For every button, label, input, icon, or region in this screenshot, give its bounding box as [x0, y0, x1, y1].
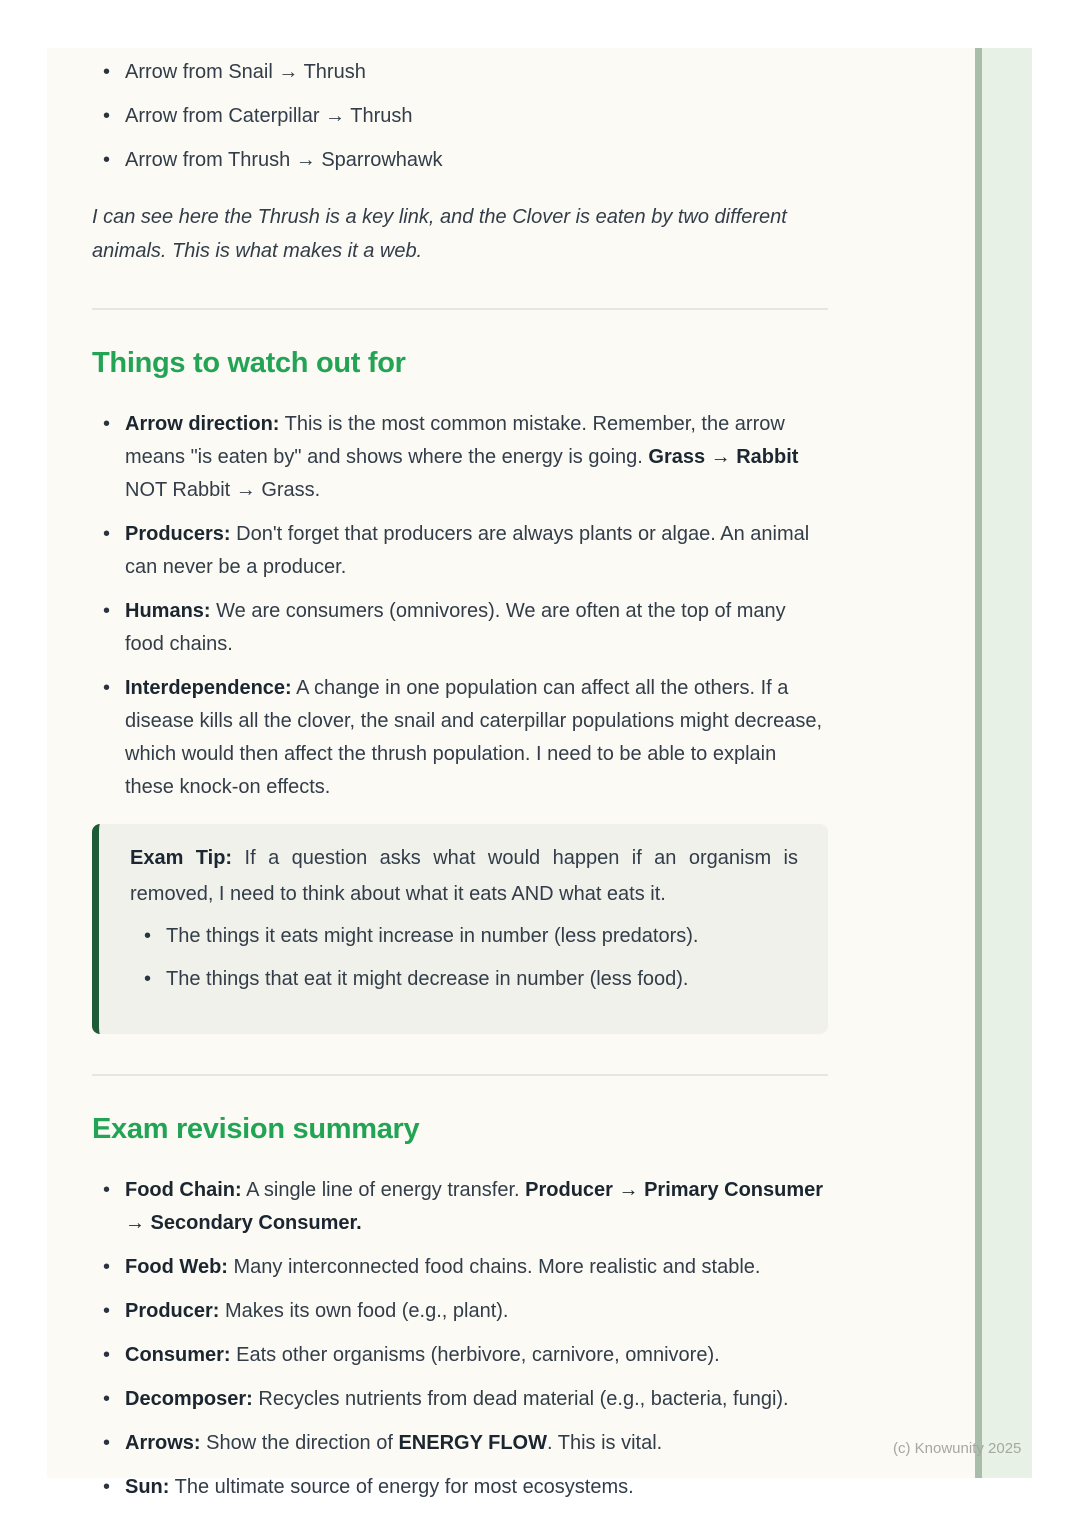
list-item — [92, 408, 828, 507]
list-item: • The things it eats might increase in number (less predators). — [130, 920, 798, 953]
item-text: This is the most common mistake. Remember, the arrow means "is eaten by" and shows where the energy is going. — [125, 413, 785, 468]
list-item — [92, 1251, 828, 1284]
item-text: Show the direction of — [200, 1432, 399, 1454]
item-bold-text: ENERGY FLOW — [398, 1432, 547, 1454]
heading-exam-revision-summary: Exam revision summary — [92, 1113, 420, 1145]
item-text: Recycles nutrients from dead material (e.g., bacteria, fungi). — [252, 1388, 789, 1410]
list-item — [92, 1295, 828, 1328]
list-item — [92, 1471, 828, 1504]
item-lead: Humans: — [125, 600, 211, 622]
exam-tip-callout — [92, 824, 828, 1034]
item-lead: Producer: — [125, 1300, 220, 1322]
section-divider — [92, 308, 828, 310]
item-lead: Food Chain: — [125, 1179, 242, 1201]
item-lead: Decomposer: — [125, 1388, 253, 1410]
list-item: • Arrow from Caterpillar → Thrush — [92, 100, 828, 133]
summary-list — [92, 1174, 828, 1504]
list-item — [92, 595, 828, 661]
item-bold-text: Grass → Rabbit — [648, 446, 799, 468]
list-item: • Arrow from Thrush → Sparrowhawk — [92, 144, 828, 177]
callout-lead-text: If a question asks what would happen if an organism is removed, I need to think about what it eats AND what eats it. — [130, 847, 798, 905]
list-item — [92, 1339, 828, 1372]
item-lead: Producers: — [125, 523, 231, 545]
item-lead: Arrows: — [125, 1432, 201, 1454]
item-text: Makes its own food (e.g., plant). — [219, 1300, 509, 1322]
item-text: Don't forget that producers are always plants or algae. An animal can never be a producer. — [125, 523, 810, 578]
watch-list — [92, 408, 828, 804]
item-lead: Consumer: — [125, 1344, 231, 1366]
list-item — [92, 672, 828, 804]
item-text: The ultimate source of energy for most ecosystems. — [169, 1476, 634, 1498]
copyright-watermark: (c) Knowunity 2025 — [893, 1440, 1022, 1457]
list-item: • The things that eat it might decrease in number (less food). — [130, 963, 798, 996]
italic-note: I can see here the Thrush is a key link, and the Clover is eaten by two different animals. This is what makes it a web. — [92, 206, 787, 262]
callout-lead-label: Exam Tip: — [130, 847, 233, 869]
list-item: • Arrow from Snail → Thrush — [92, 56, 828, 89]
list-item — [92, 1174, 828, 1240]
item-text: A change in one population can affect all the others. If a disease kills all the clover, the snail and caterpillar populations might decrease, which would then affect the thrush population. I need to be able to explain these knock-on effects. — [125, 677, 823, 798]
item-bold-text: Producer → Primary Consumer → Secondary Consumer. — [125, 1179, 824, 1234]
item-text: A single line of energy transfer. — [241, 1179, 526, 1201]
page-content — [92, 48, 828, 1515]
item-text: We are consumers (omnivores). We are often at the top of many food chains. — [125, 600, 786, 655]
item-lead: Sun: — [125, 1476, 170, 1498]
item-text: Eats other organisms (herbivore, carnivore, omnivore). — [230, 1344, 720, 1366]
list-item — [92, 1383, 828, 1416]
list-item — [92, 1427, 828, 1460]
page-edge-strip — [975, 48, 1032, 1478]
item-text: . This is vital. — [547, 1432, 663, 1454]
arrow-list — [92, 56, 828, 177]
item-lead: Food Web: — [125, 1256, 228, 1278]
item-text: NOT Rabbit → Grass. — [125, 479, 321, 501]
heading-things-to-watch: Things to watch out for — [92, 347, 406, 379]
item-lead: Arrow direction: — [125, 413, 280, 435]
callout-list — [130, 920, 798, 996]
item-text: Many interconnected food chains. More realistic and stable. — [227, 1256, 761, 1278]
document-page — [47, 48, 1032, 1498]
list-item — [92, 518, 828, 584]
section-divider — [92, 1074, 828, 1076]
callout-lead-paragraph — [130, 840, 798, 912]
item-lead: Interdependence: — [125, 677, 292, 699]
